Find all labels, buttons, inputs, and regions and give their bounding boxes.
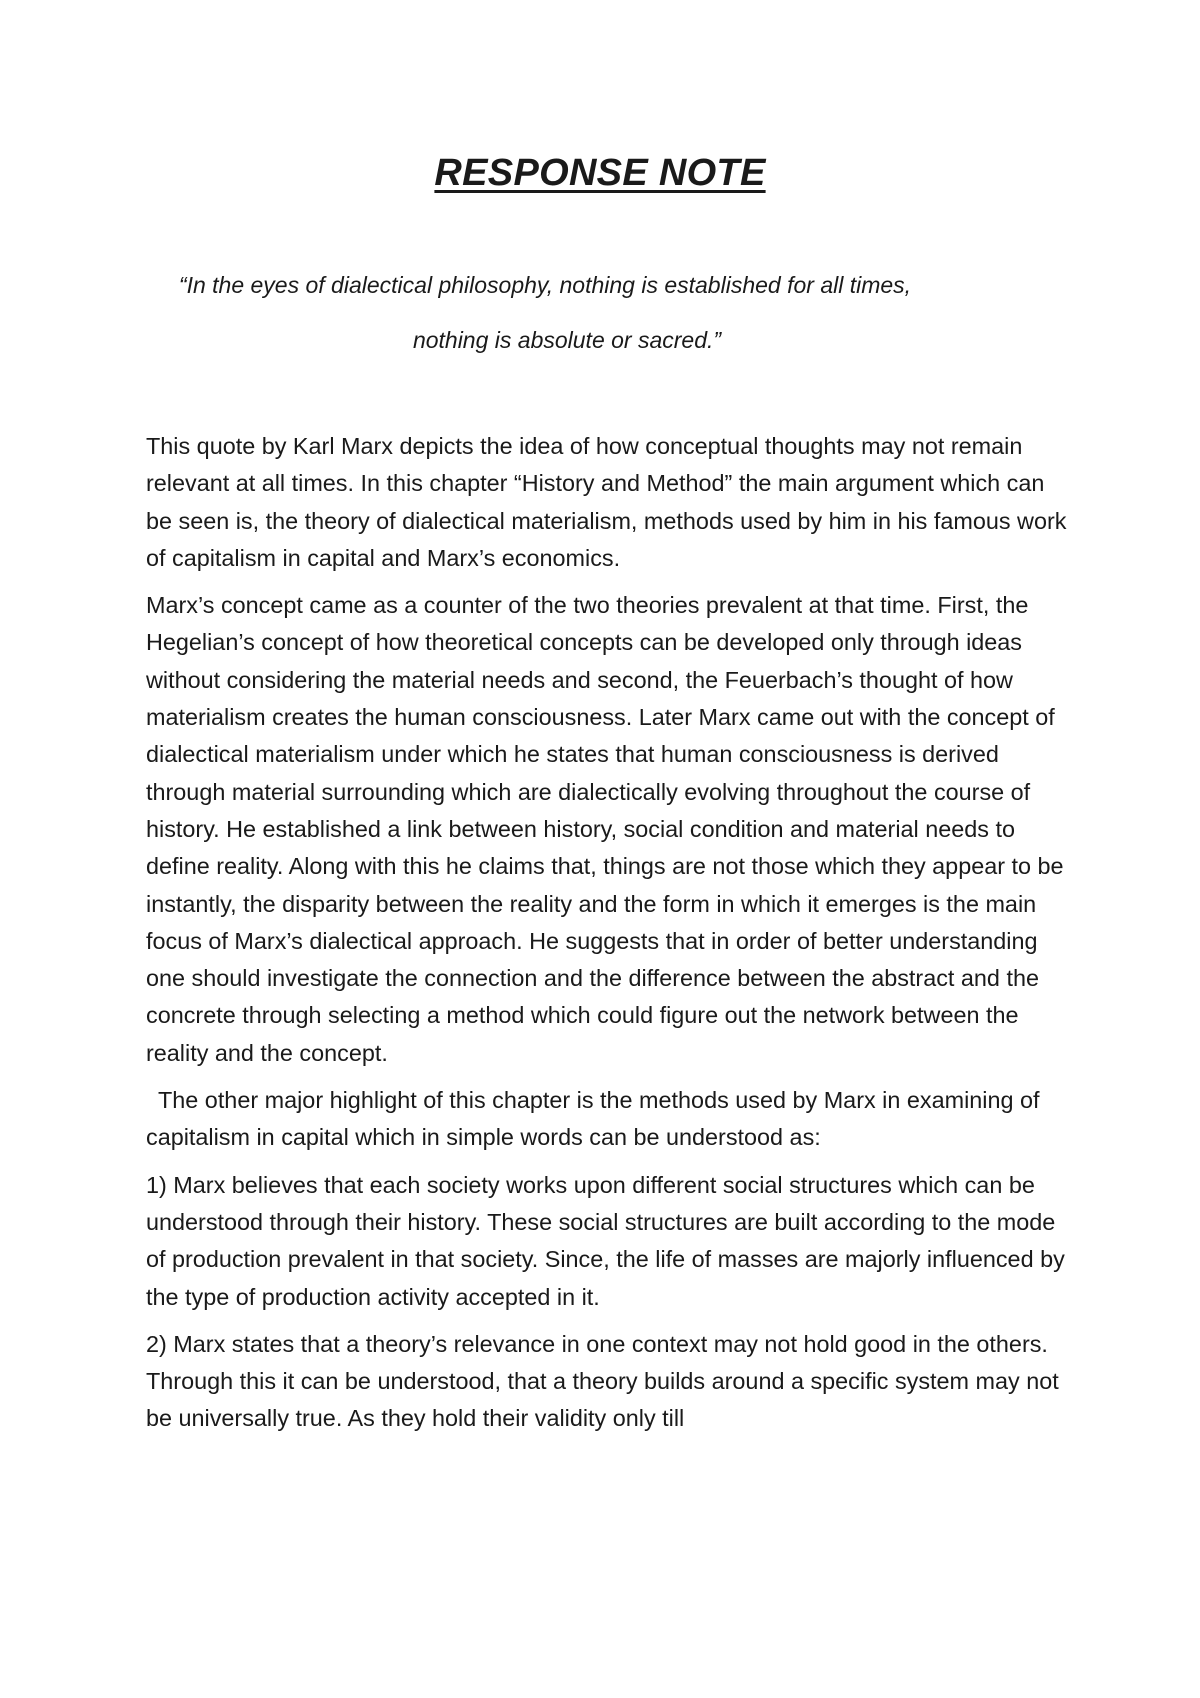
paragraph-methods-intro: The other major highlight of this chapter is the methods used by Marx in examining of capitalism in capital which in simple words can be understood as: xyxy=(146,1087,1040,1151)
quote-line-1: “In the eyes of dialectical philosophy, nothing is established for all times, xyxy=(178,272,912,298)
paragraph-concept: Marx’s concept came as a counter of the two theories prevalent at that time. First, the Hegelian’s concept of how theoretical concepts can be developed only through ideas without considering the material needs and second, the Feuerbach’s thought of how materialism creates the human consciousness. Later Marx came out with the concept of dialectical materialism under which he states that human consciousness is derived through material surrounding which are dialectically evolving throughout the course of history. He established a link between history, social condition and material needs to define reality. Along with this he claims that, things are not those which they appear to be instantly, the disparity between the reality and the form in which it emerges is the main focus of Marx’s dialectical approach. He suggests that in order of better understanding one should investigate the connection and the difference between the abstract and the concrete through selecting a method which could figure out the network between the reality and the concept. xyxy=(146,592,1064,1066)
document-title: RESPONSE NOTE xyxy=(434,152,766,194)
quote-line-2: nothing is absolute or sacred.” xyxy=(412,327,722,353)
document-body xyxy=(146,428,1076,1448)
paragraph-point-2: 2) Marx states that a theory’s relevance in one context may not hold good in the others. Through this it can be understood, that a theory builds around a specific system may not be universally true. As they hold their validity only till xyxy=(146,1330,1059,1432)
paragraph-point-1: 1) Marx believes that each society works upon different social structures which can be understood through their history. These social structures are built according to the mode of production prevalent in that society. Since, the life of masses are majorly influenced by the type of production activity accepted in it. xyxy=(146,1171,1065,1310)
paragraph-intro: This quote by Karl Marx depicts the idea of how conceptual thoughts may not remain relevant at all times. In this chapter “History and Method” the main argument which can be seen is, the theory of dialectical materialism, methods used by him in his famous work of capitalism in capital and Marx’s economics. xyxy=(146,433,1067,571)
